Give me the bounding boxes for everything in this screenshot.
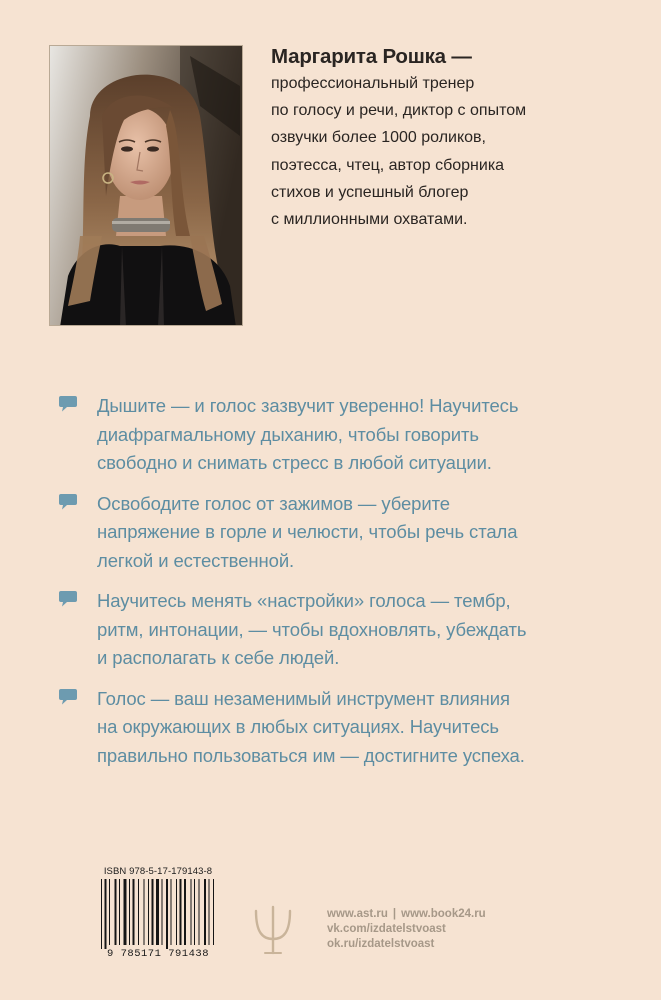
barcode-bar: [101, 879, 102, 949]
benefit-line: правильно пользоваться им — достигните успеха.: [97, 744, 525, 766]
author-bio: [271, 44, 641, 233]
barcode-bar: [144, 879, 145, 945]
author-bio-line: профессиональный тренер: [271, 75, 475, 92]
barcode-bar: [209, 879, 210, 945]
benefit-line: Дышите — и голос зазвучит уверенно! Научитесь: [97, 395, 519, 416]
benefit-line: Голос — ваш незаменимый инструмент влияния: [97, 687, 510, 709]
author-bio-line: озвучки более 1000 роликов,: [271, 129, 486, 147]
barcode-bar: [156, 879, 159, 945]
barcode-bar: [194, 879, 195, 945]
barcode-bar: [138, 879, 139, 945]
speech-bubble-icon: [58, 590, 78, 608]
barcode-digits: 9 785171 791438: [106, 948, 209, 960]
barcode-bar: [129, 879, 130, 945]
link-separator: |: [392, 908, 397, 920]
barcode-bar: [162, 879, 163, 945]
barcode-bar: [176, 879, 177, 945]
benefit-line: и располагать к себе людей.: [97, 647, 340, 668]
link-ast[interactable]: www.ast.ru: [327, 908, 388, 920]
speech-bubble-icon: [58, 395, 78, 413]
barcode-bar: [171, 879, 172, 945]
link-ok[interactable]: ok.ru/izdatelstvoast: [327, 938, 435, 950]
barcode-bar: [184, 879, 186, 945]
benefit-line: Научитесь менять «настройки» голоса — тембр,: [97, 590, 511, 611]
barcode-bar: [124, 879, 127, 945]
author-bio-line: с миллионными охватами.: [271, 211, 468, 229]
barcode-bar: [119, 879, 120, 945]
author-bio-line: стихов и успешный блогер: [271, 183, 469, 201]
barcode-bar: [152, 879, 154, 945]
barcode-bar: [191, 879, 192, 945]
benefit-line: свободно и снимать стресс в любой ситуации.: [97, 452, 492, 473]
barcode-bar: [105, 879, 107, 949]
benefit-line: напряжение в горле и челюсти, чтобы речь стала: [97, 521, 518, 542]
publisher-links: [327, 907, 486, 952]
author-bio-line: по голосу и речи, диктор с опытом: [271, 102, 527, 120]
link-vk[interactable]: vk.com/izdatelstvoast: [327, 923, 446, 935]
barcode-bar: [109, 879, 110, 945]
barcode-bar: [180, 879, 182, 945]
barcode-bars: [98, 879, 218, 949]
barcode-bar: [204, 879, 206, 945]
barcode-bar: [133, 879, 135, 945]
benefit-line: легкой и естественной.: [97, 549, 295, 571]
link-book24[interactable]: www.book24.ru: [401, 908, 486, 920]
benefit-item: [56, 392, 651, 478]
benefit-item: [56, 490, 651, 576]
benefit-line: диафрагмальному дыханию, чтобы говорить: [97, 423, 479, 445]
benefit-line: ритм, интонации, — чтобы вдохновлять, убеждать: [97, 618, 527, 640]
barcode-bar: [166, 879, 168, 949]
speech-bubble-icon: [58, 688, 78, 706]
benefits-list: [56, 392, 651, 782]
speech-bubble-icon: [58, 493, 78, 511]
benefit-item: [56, 587, 651, 673]
isbn-barcode: [98, 866, 218, 963]
barcode-bar: [199, 879, 200, 945]
author-bio-line: поэтесса, чтец, автор сборника: [271, 156, 505, 174]
benefit-item: [56, 685, 651, 771]
author-name: Маргарита Рошка —: [271, 45, 472, 68]
barcode-bar: [213, 879, 214, 945]
benefit-line: Освободите голос от зажимов — уберите: [97, 492, 450, 514]
benefit-line: на окружающих в любых ситуациях. Научитесь: [97, 716, 499, 737]
isbn-label: ISBN 978-5-17-179143-8: [103, 866, 213, 877]
author-photo: [49, 45, 243, 326]
barcode-bar: [115, 879, 117, 945]
psi-logo-icon: [251, 903, 295, 957]
barcode-bar: [148, 879, 149, 945]
